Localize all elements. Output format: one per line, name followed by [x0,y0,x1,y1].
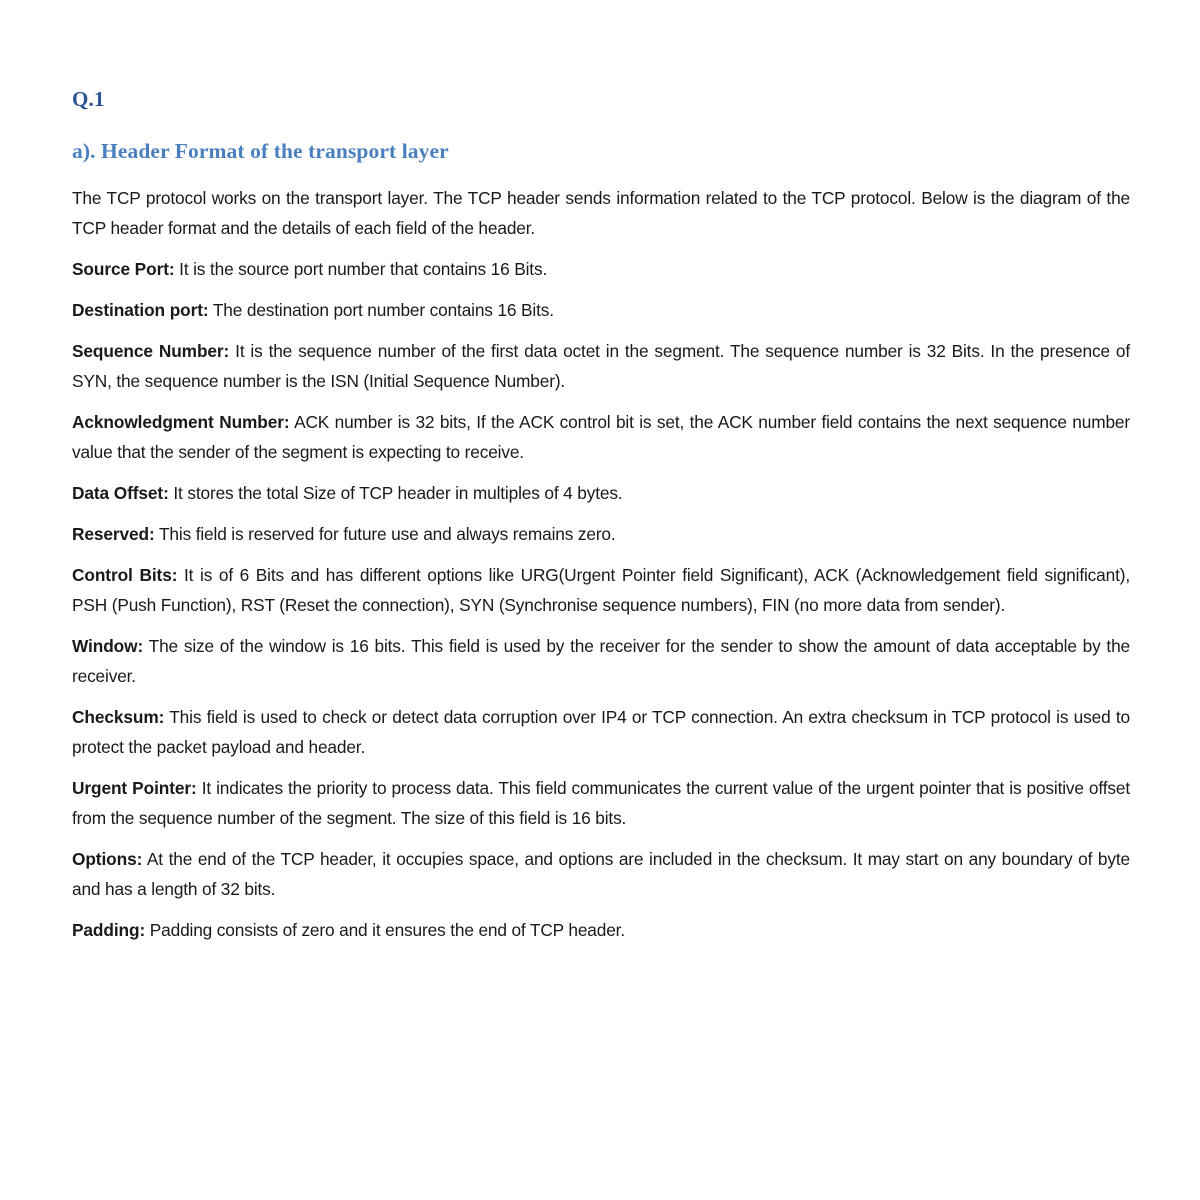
field-label: Window: [72,636,144,656]
field-description: The destination port number contains 16 Bits. [208,300,554,320]
field-definition [72,336,1130,396]
field-definition [72,844,1130,904]
field-description: The size of the window is 16 bits. This field is used by the receiver for the sender to show the amount of data acceptable by the receiver. [72,636,1130,686]
field-label: Source Port: [72,259,175,279]
field-description: This field is used to check or detect data corruption over IP4 or TCP connection. An extra checksum in TCP protocol is used to protect the packet payload and header. [72,707,1130,757]
field-label: Reserved: [72,524,155,544]
field-label: Options: [72,849,143,869]
intro-paragraph: The TCP protocol works on the transport layer. The TCP header sends information related to the TCP protocol. Below is the diagram of the TCP header format and the details of each field of the header. [72,188,1130,238]
document-body [72,86,1130,945]
field-description: It is the source port number that contains 16 Bits. [174,259,548,279]
field-label: Data Offset: [72,483,169,503]
field-definition-list [72,254,1130,945]
field-description: It indicates the priority to process data. This field communicates the current value of the urgent pointer that is positive offset from the sequence number of the segment. The size of this field is 16 bits. [72,778,1130,828]
field-definition [72,478,1130,508]
field-description: At the end of the TCP header, it occupies space, and options are included in the checksum. It may start on any boundary of byte and has a length of 32 bits. [72,849,1130,899]
section-subheading: a). Header Format of the transport layer [72,139,449,163]
field-definition [72,254,1130,284]
field-label: Acknowledgment Number: [72,412,290,432]
page-title: Q.1 [72,87,105,111]
field-definition [72,915,1130,945]
field-description: It is the sequence number of the first data octet in the segment. The sequence number is 32 Bits. In the presence of SYN, the sequence number is the ISN (Initial Sequence Number). [72,341,1130,391]
field-label: Destination port: [72,300,209,320]
field-label: Checksum: [72,707,165,727]
field-label: Padding: [72,920,146,940]
field-definition [72,519,1130,549]
field-description: This field is reserved for future use and always remains zero. [154,524,616,544]
field-definition [72,560,1130,620]
field-description: It stores the total Size of TCP header in multiples of 4 bytes. [168,483,623,503]
field-definition [72,631,1130,691]
field-definition [72,295,1130,325]
field-description: It is of 6 Bits and has different options like URG(Urgent Pointer field Significant), ACK (Acknowledgement field significant), PSH (Push Function), RST (Reset the connection), SYN (Synchronise sequence numbers), FIN (no more data from sender). [72,565,1130,615]
field-description: Padding consists of zero and it ensures the end of TCP header. [145,920,625,940]
field-label: Sequence Number: [72,341,230,361]
field-definition [72,407,1130,467]
field-definition [72,773,1130,833]
field-label: Control Bits: [72,565,178,585]
field-label: Urgent Pointer: [72,778,197,798]
field-description: ACK number is 32 bits, If the ACK control bit is set, the ACK number field contains the next sequence number value that the sender of the segment is expecting to receive. [72,412,1131,462]
field-definition [72,702,1130,762]
